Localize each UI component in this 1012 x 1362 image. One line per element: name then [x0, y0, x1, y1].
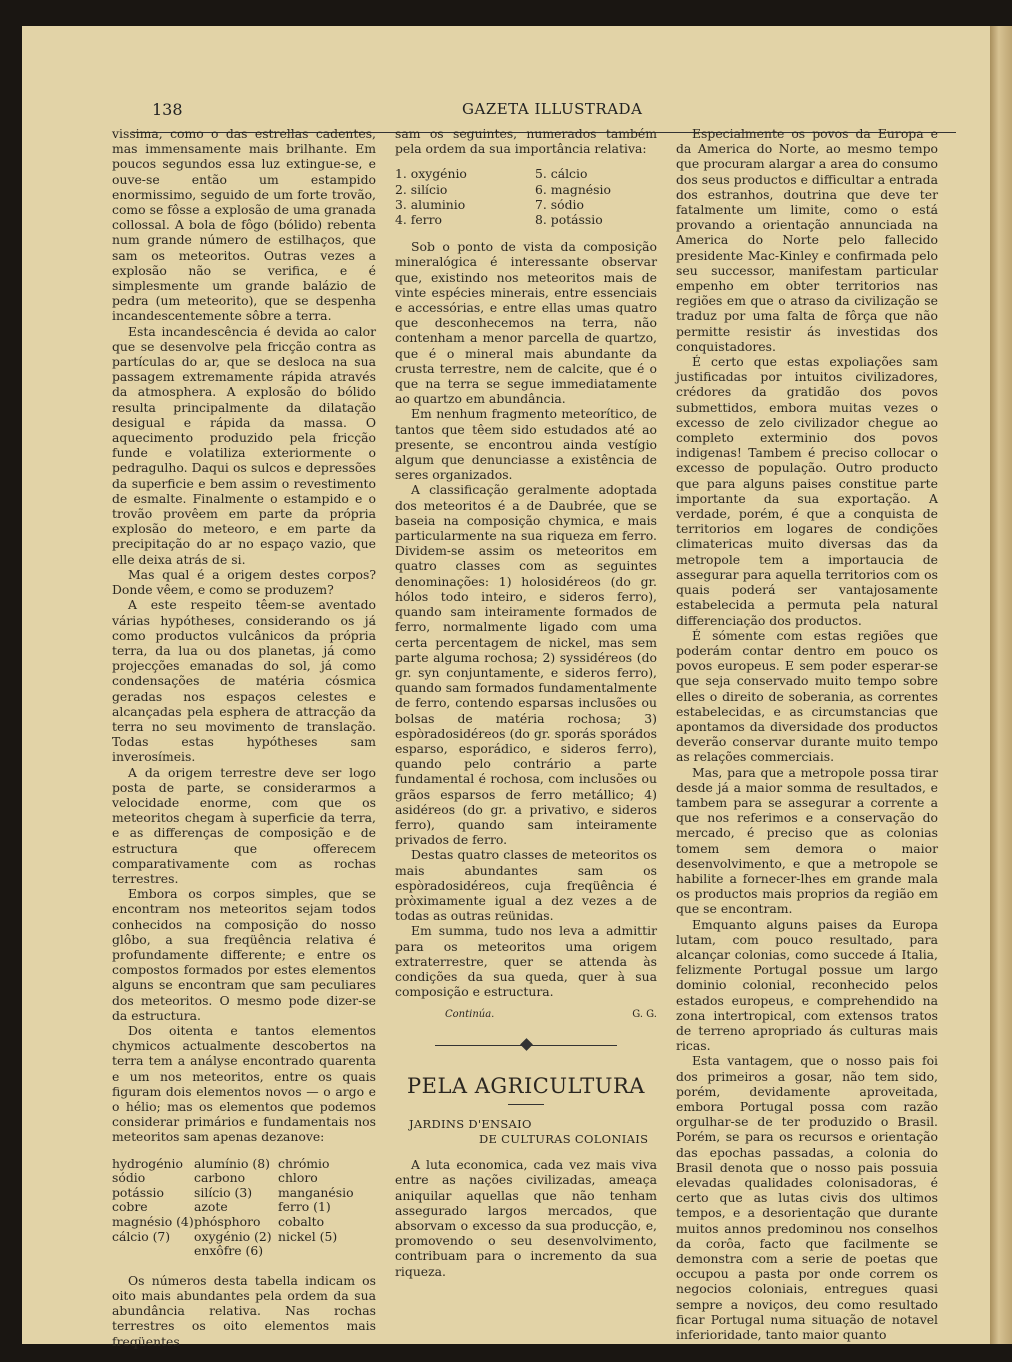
paragraph: Esta vantagem, que o nosso pais foi dos primeiros a gosar, não tem sido, porém, devidamente aproveitada, embora Portugal possa com razão orgulhar-se de ter produzido o Brasil. Porém, se para os recursos e orientação das epochas passadas, a colonia do Brasil denota que o nosso pais possuia elevadas qualidades colonisadoras, é certo que as lutas civis dos ultimos tempos, e a desorientação que durante muitos annos predominou nos conselhos da corôa, facto que facilmente se demonstra com a serie de poetas que occupou a pasta por onde correm os negocios coloniais, entregues quasi sempre a noviços, deu como resultado ficar Portugal numa situação de notavel inferioridade, tanto maior quanto — [676, 1053, 938, 1343]
paragraph: É certo que estas expoliações sam justificadas por intuitos civilizadores, crédores da gratidão dos povos submettidos, embora muitas vezes o excesso de zelo civilizador chegue ao completo exterminio dos povos indigenas! Tambem é preciso collocar o excesso de população. Outro producto que para alguns paises constitue parte importante da sua exportação. A verdade, porém, é que a conquista de territorios em logares de condições climatericas muito diversas das da metropole tem a importaucia de assegurar para aquella territorios com os quais poderá ser vantajosamente estabelecida a permuta pela natural differenciação dos productos. — [676, 354, 938, 628]
page-number: 138 — [152, 100, 183, 119]
continua-note: Continúa. — [445, 1009, 495, 1021]
running-title: GAZETA ILLUSTRADA — [462, 100, 643, 118]
element-cell: cobre — [112, 1199, 148, 1215]
paragraph: A da origem terrestre deve ser logo posta de parte, se considerarmos a velocidade enorme, com que os meteoritos chegam à superficie da terra, e as differenças de composição e de estructura que offerecem comparativamente com as rochas terrestres. — [112, 764, 376, 886]
element-cell: chloro — [278, 1170, 318, 1186]
element-cell: azote — [194, 1199, 228, 1215]
short-rule — [508, 1104, 544, 1105]
paragraph: Os números desta tabella indicam os oito mais abundantes pela ordem da sua abundância relativa. Nas rochas terrestres os oito elementos mais freqüentes — [112, 1272, 376, 1349]
element-cell — [278, 1244, 376, 1259]
ranked-cell: 1. oxygénio — [395, 166, 467, 182]
page-header — [22, 100, 996, 120]
element-cell: cálcio (7) — [112, 1228, 171, 1244]
ranked-cell: 8. potássio — [535, 212, 603, 228]
elements-table — [112, 1157, 376, 1259]
element-cell: carbono — [194, 1170, 246, 1186]
section-divider-ornament — [395, 1035, 657, 1057]
element-cell: alumínio (8) — [194, 1155, 270, 1171]
paragraph: Em nenhum fragmento meteorítico, de tantos que têem sido estudados até ao presente, se encontrou ainda vestígio algum que denunciasse a existência de seres organizados. — [395, 406, 657, 483]
paragraph: Mas qual é a origem destes corpos? Donde vêem, e como se produzem? — [112, 566, 376, 598]
diamond-ornament-icon — [520, 1038, 533, 1051]
paragraph: A classificação geralmente adoptada dos meteoritos é a de Daubrée, que se baseia na composição chymica, e mais particularmente na sua riqueza em ferro. Dividem-se assim os meteoritos em quatro classes com as seguintes denominações: 1) holosidéreos (do gr. hólos todo inteiro, e sideros ferro), quando sam inteiramente formados de ferro, normalmente ligado com uma certa percentagem de nickel, mas sem parte alguma rochosa; 2) syssidéreos (do gr. syn conjuntamente, e sideros ferro), quando sam formados fundamentalmente de ferro, contendo esparsas inclusões ou bolsas de matéria rochosa; 3) espòradosidéreos (do gr. sporás sporádos esparso, esporádico, e sideros ferro), quando pelo contrário a parte fundamental é rochosa, com inclusões ou grãos esparsos de ferro metállico; 4) asidéreos (do gr. a privativo, e sideros ferro), quando sam inteiramente privados de ferro. — [395, 482, 657, 848]
paragraph: É sómente com estas regiões que poderám contar dentro em pouco os povos europeus. E sem poder esperar-se que seja conservado muito tempo sobre elles o direito de soberania, as correntes estabelecidas, e as circumstancias que apontamos da diversidade dos productos deverão conservar durante muito tempo as relações commerciais. — [676, 627, 938, 765]
ranked-cell: 6. magnésio — [535, 181, 611, 197]
article-subtitle-2: DE CULTURAS COLONIAIS — [479, 1131, 649, 1146]
element-cell: hydrogénio — [112, 1155, 183, 1171]
paragraph: A luta economica, cada vez mais viva entre as nações civilizadas, ameaça aniquilar aquellas que não tenham assegurado largos mercados, que absorvam o excesso da sua producção, e, promovendo o seu desenvolvimento, contribuam para o incremento da sua riqueza. — [395, 1157, 657, 1279]
ranked-elements-table — [395, 166, 657, 227]
paragraph: Especialmente os povos da Europa e da America do Norte, ao mesmo tempo que procuram alargar a area do consumo dos seus productos e difficultar a entrada dos estranhos, doutrina que deve ter fatalmente um limite, como o está provando a orientação annunciada na America do Norte pelo fallecido presidente Mac-Kinley e confirmada pelo seu successor, manifestam particular empenho em obter territorios nas regiões em que o atraso da civilização se traduz por uma falta de fôrça que não permitte resistir ás investidas dos conquistadores. — [676, 126, 938, 354]
ranked-cell: 7. sódio — [535, 196, 584, 212]
paragraph: Em summa, tudo nos leva a admittir para os meteoritos uma origem extraterrestre, quer se attenda às condições da sua queda, quer à sua composição e estructura. — [395, 923, 657, 1000]
paragraph: Embora os corpos simples, que se encontram nos meteoritos sejam todos conhecidos na composição do nosso glôbo, a sua freqüência relativa é profundamente differente; e entre os compostos formados por estes elementos alguns se encontram que sam peculiares dos meteoritos. O mesmo pode dizer-se da estructura. — [112, 886, 376, 1023]
element-cell: ferro (1) — [278, 1199, 331, 1215]
paragraph: Destas quatro classes de meteoritos os mais abundantes sam os espòradosidéreos, cuja freqüência é pròximamente igual a dez vezes a de todas as outras reünidas. — [395, 847, 657, 924]
element-cell: sódio — [112, 1170, 146, 1186]
paragraph: sam os seguintes, numerados também pela ordem da sua importância relativa: — [395, 126, 657, 157]
paragraph: Emquanto alguns paises da Europa lutam, com pouco resultado, para alcançar colonias, como succede á Italia, felizmente Portugal possue um largo dominio colonial, reconhecido pelos estados europeus, e comprehendido na zona intertropical, com extensos tratos de terreno apropriado ás culturas mais ricas. — [676, 916, 938, 1054]
element-cell: chrómio — [278, 1155, 330, 1171]
element-cell: enxôfre (6) — [194, 1243, 264, 1259]
element-cell: potássio — [112, 1184, 164, 1200]
element-cell: oxygénio (2) — [194, 1228, 272, 1244]
column-2 — [395, 126, 657, 1279]
section-title: PELA AGRICULTURA — [407, 1073, 645, 1098]
element-cell: nickel (5) — [278, 1228, 338, 1244]
paragraph: Sob o ponto de vista da composição mineralógica é interessante observar que, existindo nos meteoritos mais de vinte espécies minerais, entre essenciais e accessórias, e entre ellas umas quatro que desconhecemos na terra, não contenham a menor parcella de quartzo, que é o mineral mais abundante da crusta terrestre, nem de calcite, que é o que na terra se segue immediatamente ao quartzo em abundância. — [395, 239, 657, 407]
column-1 — [112, 126, 376, 1349]
element-cell: magnésio (4) — [112, 1213, 194, 1229]
article-signoff — [395, 1007, 657, 1022]
element-cell: silício (3) — [194, 1184, 253, 1200]
ranked-cell: 3. aluminio — [395, 196, 466, 212]
element-cell: phósphoro — [194, 1213, 261, 1229]
paragraph: A este respeito têem-se aventado várias hypótheses, considerando os já como productos vulcânicos da própria terra, da lua ou dos planetas, já como projecções emanadas do sol, já como condensações de matéria cósmica geradas nos espaços celestes e alcançadas pela esphera de attracção da terra no seu movimento de translação. Todas estas hypótheses sam inverosímeis. — [112, 597, 376, 765]
ranked-cell: 5. cálcio — [535, 166, 588, 182]
paragraph: Dos oitenta e tantos elementos chymicos actualmente descobertos na terra tem a anályse encontrado quarenta e um nos meteoritos, entre os quais figuram dois elementos novos — o argo e o hélio; mas os elementos que podemos considerar primários e fundamentais nos meteoritos sam apenas dezanove: — [112, 1022, 376, 1145]
ranked-cell: 4. ferro — [395, 212, 442, 228]
element-cell: manganésio — [278, 1184, 354, 1200]
author-initials: G. G. — [632, 1009, 657, 1021]
paragraph: vissima, como o das estrellas cadentes, mas immensamente mais brilhante. Em poucos segundos essa luz extingue-se, e ouve-se então um estampido enormissimo, seguido de um forte trovão, como se fôsse a explosão de uma granada collossal. A bola de fôgo (bólido) rebenta num grande número de estilhaços, que sam os meteoritos. Outras vezes a explosão não se verifica, e é simplesmente um grande balázio de pedra (um meteorito), que se despenha incandescentemente sôbre a terra. — [112, 126, 376, 324]
ranked-cell: 2. silício — [395, 181, 448, 197]
article-subtitle: JARDINS D'ENSAIO — [409, 1116, 532, 1131]
paragraph: Esta incandescência é devida ao calor que se desenvolve pela fricção contra as partículas do ar, que se desloca na sua passagem extremamente rápida através da atmosphera. A explosão do bólido resulta principalmente da dilatação desigual e rápida da massa. O aquecimento produzido pela fricção funde e volatiliza exteriormente o pedragulho. Daqui os sulcos e depressões da superficie e bem assim o revestimento de esmalte. Finalmente o estampido e o trovão provêem em parte da própria explosão do meteoro, e em parte da precipitação do ar no espaço vazio, que elle deixa atrás de si. — [112, 323, 376, 567]
column-3 — [676, 126, 938, 1342]
paragraph: Mas, para que a metropole possa tirar desde já a maior somma de resultados, e tambem para se assegurar a corrente a que nos referimos e a conservação do mercado, é preciso que as colonias tomem sem demora o maior desenvolvimento, e que a metropole se habilite a fornecer-lhes em grande mala os productos mais proprios da região em que se encontram. — [676, 764, 938, 917]
element-cell — [112, 1244, 194, 1259]
element-cell: cobalto — [278, 1213, 325, 1229]
next-page-edge — [990, 26, 1012, 1344]
